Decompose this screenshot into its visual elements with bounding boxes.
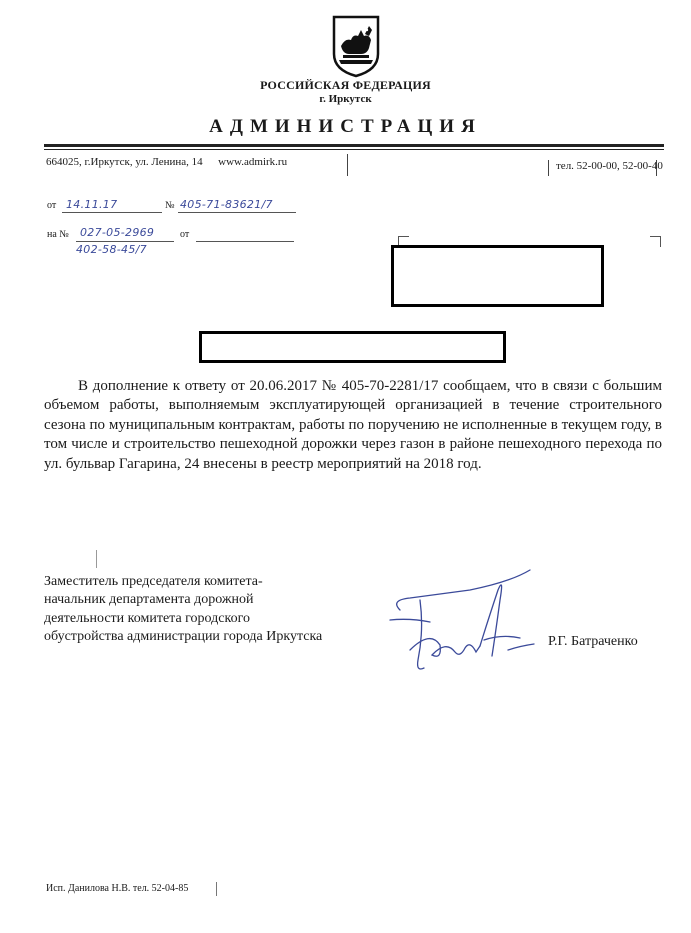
city-name: г. Иркутск xyxy=(319,93,372,105)
address-line xyxy=(46,156,287,168)
header-rule-thick xyxy=(44,144,664,147)
from-label: от xyxy=(47,200,57,211)
website: www.admirk.ru xyxy=(218,156,288,168)
date-field-line xyxy=(62,212,162,213)
addressee-corner-right xyxy=(650,236,661,247)
letterhead-title: АДМИНИСТРАЦИЯ xyxy=(209,116,482,137)
letter-body: В дополнение к ответу от 20.06.2017 № 405-70-2281/17 сообщаем, что в связи с большим объемом работы, выполняемым эксплуатирующей организацией в течение строительного сезона по муниципальным контрактам, работы по поручению не исполненные в текущем году, в том числе и строительство пешеходной дорожки через газон в районе пешеходного перехода по ул. бульвар Гагарина, 24 внесены в реестр мероприятий на 2018 год. xyxy=(44,378,662,472)
handwritten-signature xyxy=(380,560,550,680)
position-line: обустройства администрации города Иркутска xyxy=(44,629,323,645)
date-handwritten: 14.11.17 xyxy=(66,198,118,211)
footer-divider xyxy=(216,882,217,896)
executor-info: Исп. Данилова Н.В. тел. 52-04-85 xyxy=(46,883,189,894)
number-field-line xyxy=(178,212,296,213)
number-handwritten: 405-71-83621/7 xyxy=(180,198,273,211)
signatory-position xyxy=(44,573,322,647)
position-line: начальник департамента дорожной xyxy=(44,592,254,608)
position-line: деятельности комитета городского xyxy=(44,610,250,626)
reply-number-handwritten: 027-05-2969 xyxy=(80,226,155,239)
reply-to-label: на № xyxy=(47,229,69,240)
reply-number-line2-handwritten: 402-58-45/7 xyxy=(76,243,147,256)
reply-number-field-line xyxy=(76,241,174,242)
coat-of-arms-icon xyxy=(331,14,381,78)
address-divider xyxy=(347,154,348,176)
country-name: РОССИЙСКАЯ ФЕДЕРАЦИЯ xyxy=(260,78,431,92)
signatory-name: Р.Г. Батраченко xyxy=(548,634,638,649)
salutation-redaction xyxy=(199,331,506,363)
margin-mark xyxy=(96,550,97,568)
addressee-redaction xyxy=(391,245,604,307)
header-rule-thin xyxy=(44,149,664,150)
phone-divider-left xyxy=(548,160,549,176)
number-label: № xyxy=(165,200,175,211)
phone-numbers: тел. 52-00-00, 52-00-40 xyxy=(556,160,663,172)
reply-from-label: от xyxy=(180,229,190,240)
position-line: Заместитель председателя комитета- xyxy=(44,574,263,589)
address: 664025, г.Иркутск, ул. Ленина, 14 xyxy=(46,156,203,168)
reply-date-field-line xyxy=(196,241,294,242)
